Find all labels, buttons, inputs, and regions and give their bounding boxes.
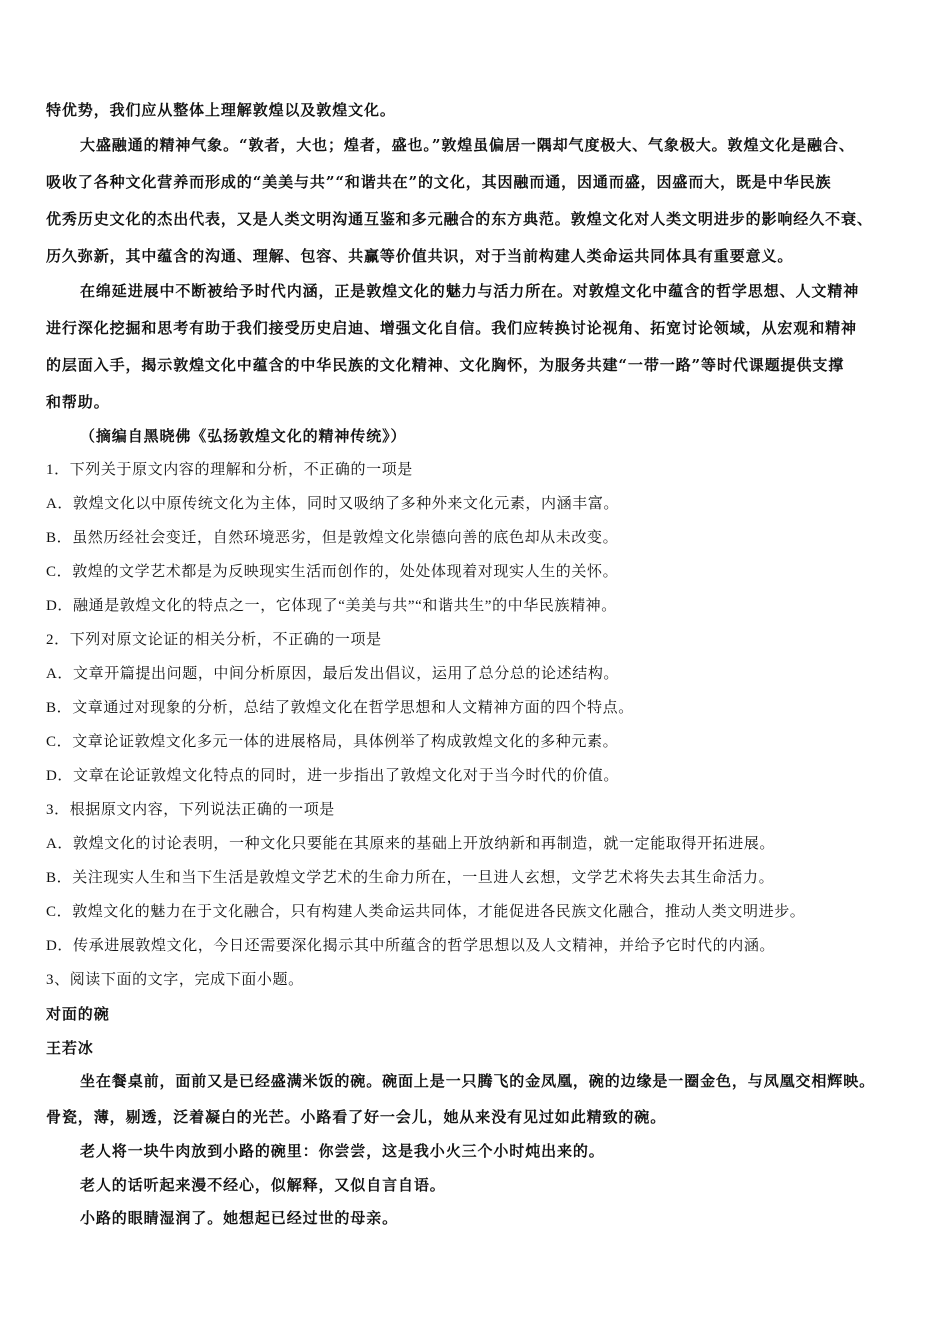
question-option: A．文章开篇提出问题，中间分析原因，最后发出倡议，运用了总分总的论述结构。 bbox=[46, 666, 620, 682]
passage-line: 特优势，我们应从整体上理解敦煌以及敦煌文化。 bbox=[46, 101, 396, 119]
source-citation: （摘编自黑晓佛《弘扬敦煌文化的精神传统》） bbox=[80, 427, 407, 445]
question-stem: 1．下列关于原文内容的理解和分析，不正确的一项是 bbox=[46, 462, 413, 478]
question-option: C．敦煌的文学艺术都是为反映现实生活而创作的，处处体现着对现实人生的关怀。 bbox=[46, 564, 619, 580]
question-option: B．关注现实人生和当下生活是敦煌文学艺术的生命力所在，一旦进人玄想，文学艺术将失去其生命活力。 bbox=[46, 870, 775, 886]
question-option: D．融通是敦煌文化的特点之一，它体现了“美美与共”“和谐共生”的中华民族精神。 bbox=[46, 598, 617, 614]
passage-line: 大盛融通的精神气象。“敦者，大也；煌者，盛也。”敦煌虽偏居一隅却气度极大、气象极大。敦煌文化是融合、 bbox=[80, 136, 855, 154]
question-option: A．敦煌文化以中原传统文化为主体，同时又吸纳了多种外来文化元素，内涵丰富。 bbox=[46, 496, 620, 512]
story-line: 小路的眼睛湿润了。她想起已经过世的母亲。 bbox=[80, 1209, 399, 1227]
story-author: 王若冰 bbox=[46, 1039, 94, 1057]
story-title: 对面的碗 bbox=[46, 1005, 110, 1023]
story-line: 老人的话听起来漫不经心，似解释，又似自言自语。 bbox=[80, 1176, 446, 1194]
passage-line: 吸收了各种文化营养而形成的“美美与共”“和谐共在”的文化，其因融而通，因通而盛，因盛而大，既是中华民族 bbox=[46, 173, 832, 191]
story-line: 老人将一块牛肉放到小路的碗里：你尝尝，这是我小火三个小时炖出来的。 bbox=[80, 1142, 605, 1160]
passage-line: 在绵延进展中不断被给予时代内涵，正是敦煌文化的魅力与活力所在。对敦煌文化中蕴含的哲学思想、人文精神 bbox=[80, 282, 860, 300]
passage-line: 的层面入手，揭示敦煌文化中蕴含的中华民族的文化精神、文化胸怀，为服务共建“一带一路”等时代课题提供支撑 bbox=[46, 356, 845, 374]
question-stem: 2．下列对原文论证的相关分析，不正确的一项是 bbox=[46, 632, 382, 648]
story-line: 坐在餐桌前，面前又是已经盛满米饭的碗。碗面上是一只腾飞的金凤凰，碗的边缘是一圈金色，与凤凰交相辉映。 bbox=[80, 1072, 876, 1090]
question-option: D．文章在论证敦煌文化特点的同时，进一步指出了敦煌文化对于当今时代的价值。 bbox=[46, 768, 620, 784]
question-option: D．传承进展敦煌文化，今日还需要深化揭示其中所蕴含的哲学思想以及人文精神，并给予它时代的内涵。 bbox=[46, 938, 776, 954]
passage-line: 和帮助。 bbox=[46, 393, 110, 411]
passage-line: 进行深化挖掘和思考有助于我们接受历史启迪、增强文化自信。我们应转换讨论视角、拓宽讨论领域，从宏观和精神 bbox=[46, 319, 857, 337]
question-option: B．虽然历经社会变迁，自然环境恶劣，但是敦煌文化崇德向善的底色却从未改变。 bbox=[46, 530, 619, 546]
question-option: C．文章论证敦煌文化多元一体的进展格局，具体例举了构成敦煌文化的多种元素。 bbox=[46, 734, 619, 750]
story-line: 骨瓷，薄，剔透，泛着凝白的光芒。小路看了好一会儿，她从来没有见过如此精致的碗。 bbox=[46, 1108, 667, 1126]
passage-line: 优秀历史文化的杰出代表，又是人类文明沟通互鉴和多元融合的东方典范。敦煌文化对人类文明进步的影响经久不衰、 bbox=[46, 210, 873, 228]
section-instruction: 3、阅读下面的文字，完成下面小题。 bbox=[46, 972, 304, 988]
question-option: A．敦煌文化的讨论表明，一种文化只要能在其原来的基础上开放纳新和再制造，就一定能取得开拓进展。 bbox=[46, 836, 776, 852]
question-stem: 3．根据原文内容，下列说法正确的一项是 bbox=[46, 802, 335, 818]
passage-line: 历久弥新，其中蕴含的沟通、理解、包容、共赢等价值共识，对于当前构建人类命运共同体具有重要意义。 bbox=[46, 247, 794, 265]
question-option: B．文章通过对现象的分析，总结了敦煌文化在哲学思想和人文精神方面的四个特点。 bbox=[46, 700, 634, 716]
question-option: C．敦煌文化的魅力在于文化融合，只有构建人类命运共同体，才能促进各民族文化融合，推动人类文明进步。 bbox=[46, 904, 806, 920]
